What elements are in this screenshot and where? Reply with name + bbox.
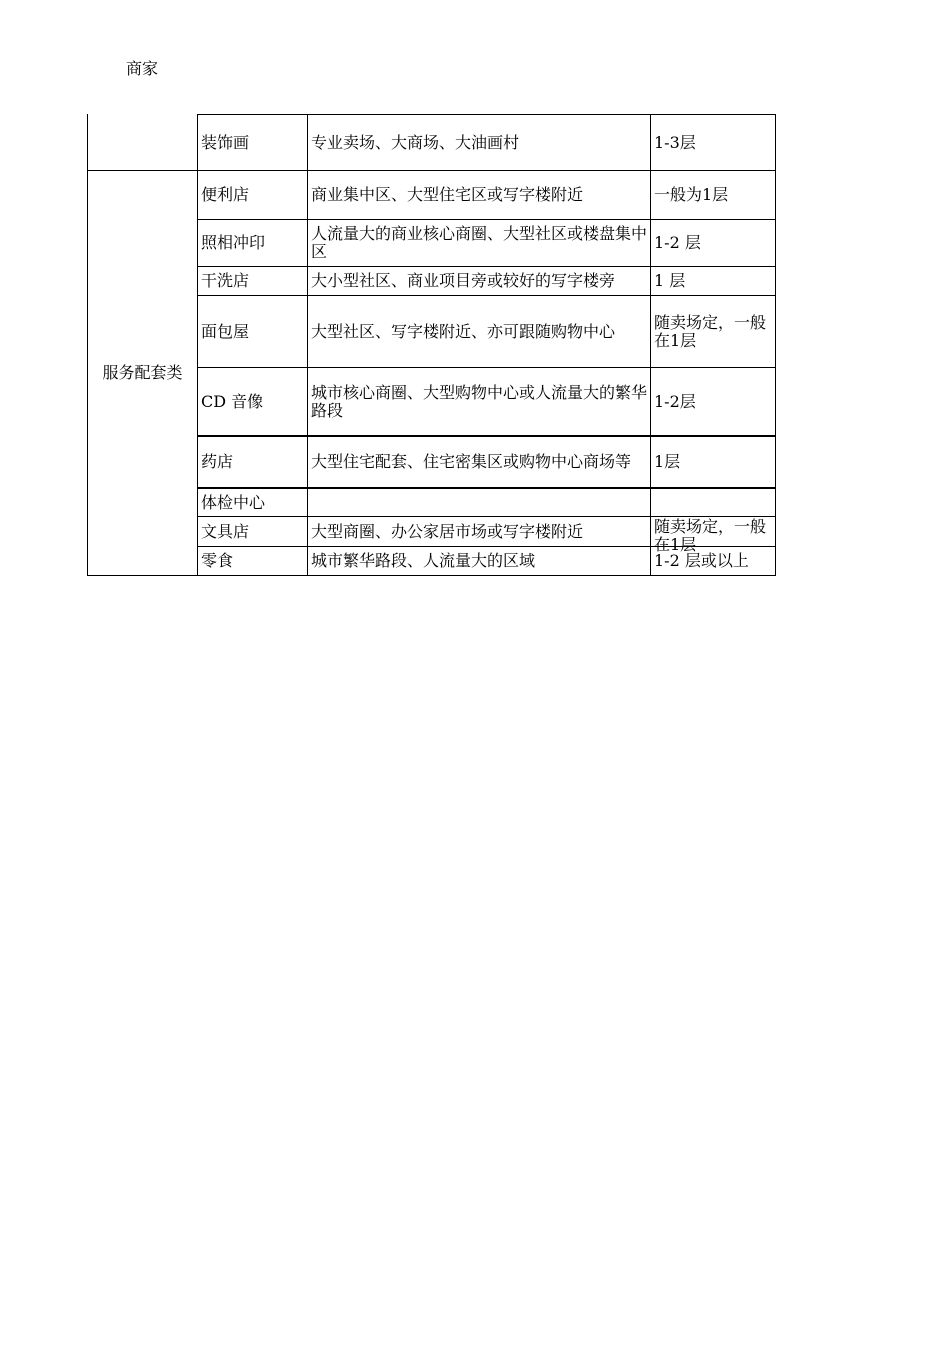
store-type-cell: 零食 — [201, 551, 234, 570]
location-cell: 商业集中区、大型住宅区或写字楼附近 — [311, 185, 584, 204]
table-border-bottom — [87, 575, 776, 576]
floor-cell: 1-2 层 — [654, 233, 701, 252]
location-cell: 大型社区、写字楼附近、亦可跟随购物中心 — [311, 321, 616, 341]
floor-cell — [654, 489, 774, 516]
table-column-divider — [307, 114, 308, 576]
location-cell: 城市繁华路段、人流量大的区域 — [311, 551, 536, 570]
store-type-cell: 文具店 — [201, 521, 250, 541]
location-cell: 大型住宅配套、住宅密集区或购物中心商场等 — [311, 452, 632, 471]
table-column-divider — [197, 114, 198, 576]
store-type-cell: 便利店 — [201, 185, 250, 204]
location-cell: 城市核心商圈、大型购物中心或人流量大的繁华路段 — [311, 382, 648, 420]
floor-cell: 1-2 层或以上 — [654, 551, 749, 570]
location-cell: 大小型社区、商业项目旁或较好的写字楼旁 — [311, 271, 616, 290]
table-border-right — [775, 114, 776, 576]
location-cell: 专业卖场、大商场、大油画村 — [311, 132, 520, 152]
location-cell: 人流量大的商业核心商圈、大型社区或楼盘集中区 — [311, 224, 648, 261]
floor-cell: 1-3层 — [654, 132, 696, 152]
location-cell: 大型商圈、办公家居市场或写字楼附近 — [311, 521, 584, 541]
floor-cell: 随卖场定，一般在1层 — [654, 312, 767, 350]
floor-cell: 一般为1层 — [654, 185, 729, 204]
store-type-cell: 药店 — [201, 452, 234, 471]
store-type-cell: 干洗店 — [201, 271, 250, 290]
floor-cell: 1 层 — [654, 271, 686, 290]
store-type-cell: 装饰画 — [201, 132, 250, 152]
floor-cell: 1层 — [654, 452, 681, 471]
location-cell — [311, 489, 649, 516]
store-type-cell: 照相冲印 — [201, 233, 266, 252]
store-type-cell: 面包屋 — [201, 321, 250, 341]
store-type-cell: CD 音像 — [201, 391, 264, 411]
category-label: 服务配套类 — [102, 363, 183, 382]
page-header: 商家 — [126, 59, 159, 78]
category-cell — [88, 171, 197, 575]
store-type-cell: 体检中心 — [201, 492, 266, 512]
table-column-divider — [650, 114, 651, 576]
floor-cell: 1-2层 — [654, 391, 696, 411]
floor-cell: 随卖场定，一般在1层 — [654, 517, 767, 554]
